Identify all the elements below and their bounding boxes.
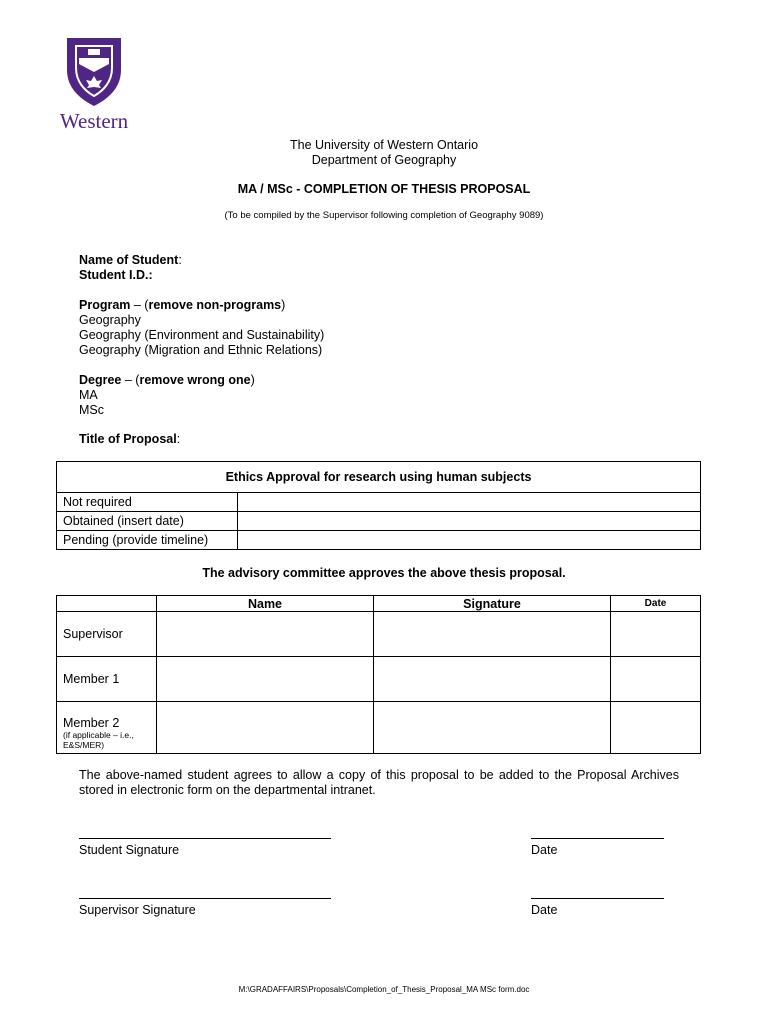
degree-close: ) (250, 373, 255, 387)
student-name-colon: : (178, 253, 182, 267)
program-close: ) (281, 298, 286, 312)
ethics-row (57, 493, 701, 512)
member1-name-cell[interactable] (157, 657, 374, 702)
proposal-title-label-text: Title of Proposal (79, 432, 177, 446)
program-option-migration: Geography (Migration and Ethnic Relations) (79, 343, 323, 357)
supervisor-date-cell[interactable] (611, 612, 701, 657)
committee-header-date: Date (611, 596, 701, 612)
degree-dash: – ( (121, 373, 140, 387)
committee-role-member1: Member 1 (57, 657, 157, 702)
supervisor-date-line[interactable] (531, 898, 664, 899)
ethics-row (57, 531, 701, 550)
member2-date-cell[interactable] (611, 702, 701, 754)
university-name: The University of Western Ontario (289, 138, 479, 152)
student-signature-label: Student Signature (79, 843, 180, 857)
member1-date-cell[interactable] (611, 657, 701, 702)
member2-signature-cell[interactable] (374, 702, 611, 754)
ethics-table-header: Ethics Approval for research using human subjects (57, 462, 701, 493)
committee-table (56, 595, 701, 754)
supervisor-date-label: Date (531, 903, 558, 917)
program-option-geography: Geography (79, 313, 141, 327)
degree-instruction: remove wrong one (139, 373, 251, 387)
committee-header-name: Name (157, 596, 374, 612)
ethics-option-pending: Pending (provide timeline) (57, 531, 238, 550)
committee-header-role (57, 596, 157, 612)
program-option-environment: Geography (Environment and Sustainability) (79, 328, 325, 342)
degree-option-ma: MA (79, 388, 98, 402)
proposal-title-label (79, 432, 180, 447)
degree-option-msc: MSc (79, 403, 104, 417)
student-date-label: Date (531, 843, 558, 857)
degree-label (79, 373, 255, 388)
committee-row (57, 657, 701, 702)
committee-header-signature: Signature (374, 596, 611, 612)
ethics-value-pending[interactable] (238, 531, 701, 550)
member2-note: (if applicable – i.e., E&S/MER) (63, 730, 134, 750)
degree-label-text: Degree (79, 373, 122, 387)
crest-icon (48, 36, 140, 108)
ethics-value-not-required[interactable] (238, 493, 701, 512)
form-note: (To be compiled by the Supervisor following completion of Geography 9089) (224, 210, 544, 221)
program-dash: – ( (130, 298, 149, 312)
member2-name-cell[interactable] (157, 702, 374, 754)
supervisor-signature-label: Supervisor Signature (79, 903, 196, 917)
student-id-label: Student I.D.: (79, 268, 153, 282)
ethics-value-obtained[interactable] (238, 512, 701, 531)
student-name-label (79, 253, 182, 268)
approval-statement: The advisory committee approves the above thesis proposal. (202, 566, 566, 580)
student-date-line[interactable] (531, 838, 664, 839)
supervisor-signature-line[interactable] (79, 898, 331, 899)
student-signature-line[interactable] (79, 838, 331, 839)
member2-label: Member 2 (63, 716, 120, 730)
ethics-option-not-required: Not required (57, 493, 238, 512)
supervisor-signature-cell[interactable] (374, 612, 611, 657)
ethics-row (57, 512, 701, 531)
member1-signature-cell[interactable] (374, 657, 611, 702)
archive-statement: The above-named student agrees to allow a copy of this proposal to be added to the Proposal Archives stored in electronic form on the departmental intranet. (79, 768, 679, 797)
committee-row (57, 612, 701, 657)
supervisor-name-cell[interactable] (157, 612, 374, 657)
form-title: MA / MSc - COMPLETION OF THESIS PROPOSAL (237, 182, 531, 196)
western-logo (48, 36, 140, 132)
department-name: Department of Geography (311, 153, 457, 167)
committee-role-member2 (57, 702, 157, 754)
committee-row (57, 702, 701, 754)
program-label-text: Program (79, 298, 131, 312)
ethics-table (56, 461, 701, 550)
program-label (79, 298, 285, 313)
proposal-title-colon: : (176, 432, 181, 446)
ethics-option-obtained: Obtained (insert date) (57, 512, 238, 531)
student-name-label-text: Name of Student (79, 253, 179, 267)
footer-file-path: M:\GRADAFFAIRS\Proposals\Completion_of_Thesis_Proposal_MA MSc form.doc (238, 985, 530, 994)
logo-wordmark: Western (59, 109, 129, 133)
committee-role-supervisor: Supervisor (57, 612, 157, 657)
program-instruction: remove non-programs (148, 298, 282, 312)
